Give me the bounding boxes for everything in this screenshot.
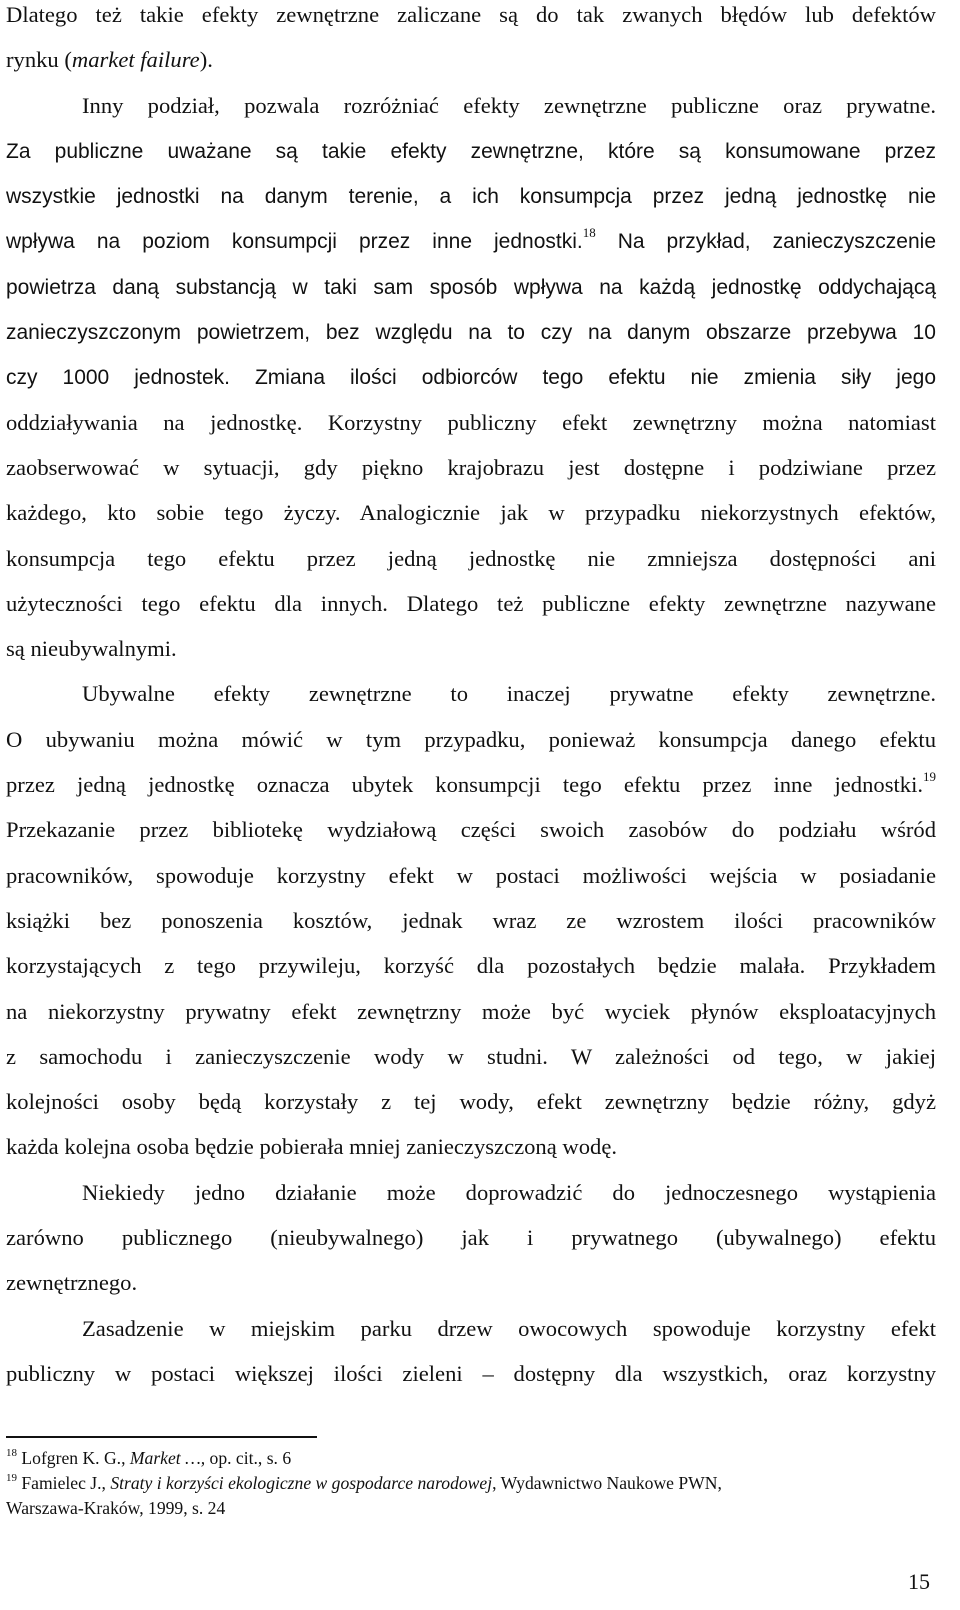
footnote: $^{19}$ Famielec J., Straty i korzyści ekologiczne w gospodarce narodowej, Wydawnictwo Naukowe PWN, xyxy=(6,1472,722,1493)
text-line: książki bez ponoszenia kosztów, jednak wraz ze wzrostem ilości pracowników xyxy=(6,907,936,933)
text-line: są nieubywalnymi. xyxy=(6,636,177,662)
text-line: zarówno publicznego (nieubywalnego) jak i prywatnego (ubywalnego) efektu xyxy=(6,1225,936,1251)
footnote-divider xyxy=(6,1436,317,1438)
text-line: pracowników, spowoduje korzystny efekt w postaci możliwości wejścia w posiadanie xyxy=(6,862,936,888)
text-line: zanieczyszczonym powietrzem, bez względu na to czy na danym obszarze przebywa 10 xyxy=(6,321,936,345)
text-line: Przekazanie przez bibliotekę wydziałową części swoich zasobów do podziału wśród xyxy=(6,817,936,843)
text-line: każda kolejna osoba będzie pobierała mniej zanieczyszczoną wodę. xyxy=(6,1134,617,1160)
page-number: 15 xyxy=(908,1569,930,1594)
text-line: Dlatego też takie efekty zewnętrzne zaliczane są do tak zwanych błędów lub defektów xyxy=(6,2,936,27)
text-line: Niekiedy jedno działanie może doprowadzić do jednoczesnego wystąpienia xyxy=(82,1179,936,1205)
text-line: korzystających z tego przywileju, korzyść dla pozostałych będzie malała. Przykładem xyxy=(6,953,936,979)
text-line: O ubywaniu można mówić w tym przypadku, ponieważ konsumpcja danego efektu xyxy=(6,726,936,752)
text-line: na niekorzystny prywatny efekt zewnętrzny może być wyciek płynów eksploatacyjnych xyxy=(6,998,936,1024)
text-line: powietrza daną substancją w taki sam sposób wpływa na każdą jednostkę oddychającą xyxy=(6,275,936,299)
footnote-ref: 18 xyxy=(582,225,596,241)
footnote-number: 19 xyxy=(6,1472,17,1484)
text-line: Za publiczne uważane są takie efekty zewnętrzne, które są konsumowane przez xyxy=(6,139,936,163)
text-line: kolejności osoby będą korzystały z tej wody, efekt zewnętrzny będzie różny, gdyż xyxy=(6,1089,936,1115)
text-line: przez jedną jednostkę oznacza ubytek konsumpcji tego efektu przez inne jednostki.$^{19}$ xyxy=(6,769,936,798)
text-line: zewnętrznego. xyxy=(6,1270,138,1296)
text-line: z samochodu i zanieczyszczenie wody w studni. W zależności od tego, w jakiej xyxy=(6,1043,936,1069)
text-line: wpływa na poziom konsumpcji przez inne jednostki.$^{18}$ Na przykład, zanieczyszczenie xyxy=(6,225,936,254)
text-line: oddziaływania na jednostkę. Korzystny publiczny efekt zewnętrzny można natomiast xyxy=(6,409,936,435)
footnote-ref: 19 xyxy=(923,769,936,785)
text-line: Ubywalne efekty zewnętrzne to inaczej prywatne efekty zewnętrzne. xyxy=(82,681,936,707)
text-line: rynku (market failure). xyxy=(6,47,213,73)
text-line: każdego, kto sobie tego życzy. Analogicznie jak w przypadku niekorzystnych efektów, xyxy=(6,500,936,526)
footnote-number: 18 xyxy=(6,1447,17,1459)
text-line: Zasadzenie w miejskim parku drzew owocowych spowoduje korzystny efekt xyxy=(82,1315,936,1341)
footnote: $^{18}$ Lofgren K. G., Market …, op. cit., s. 6 xyxy=(6,1447,292,1468)
text-line: czy 1000 jednostek. Zmiana ilości odbiorców tego efektu nie zmienia siły jego xyxy=(6,366,936,390)
footnotes xyxy=(6,1446,936,1521)
text-line: użyteczności tego efektu dla innych. Dlatego też publiczne efekty zewnętrzne nazywane xyxy=(6,590,936,616)
text-line: zaobserwować w sytuacji, gdy piękno krajobrazu jest dostępne i podziwiane przez xyxy=(6,454,936,480)
text-line: konsumpcja tego efektu przez jedną jednostkę nie zmniejsza dostępności ani xyxy=(6,545,936,571)
text-line: publiczny w postaci większej ilości zieleni – dostępny dla wszystkich, oraz korzystny xyxy=(6,1360,936,1386)
text-line: Inny podział, pozwala rozróżniać efekty zewnętrzne publiczne oraz prywatne. xyxy=(82,92,936,118)
footnote-continuation: Warszawa-Kraków, 1999, s. 24 xyxy=(6,1498,226,1518)
body-text xyxy=(6,0,936,1404)
text-line: wszystkie jednostki na danym terenie, a ich konsumpcja przez jedną jednostkę nie xyxy=(6,185,936,209)
